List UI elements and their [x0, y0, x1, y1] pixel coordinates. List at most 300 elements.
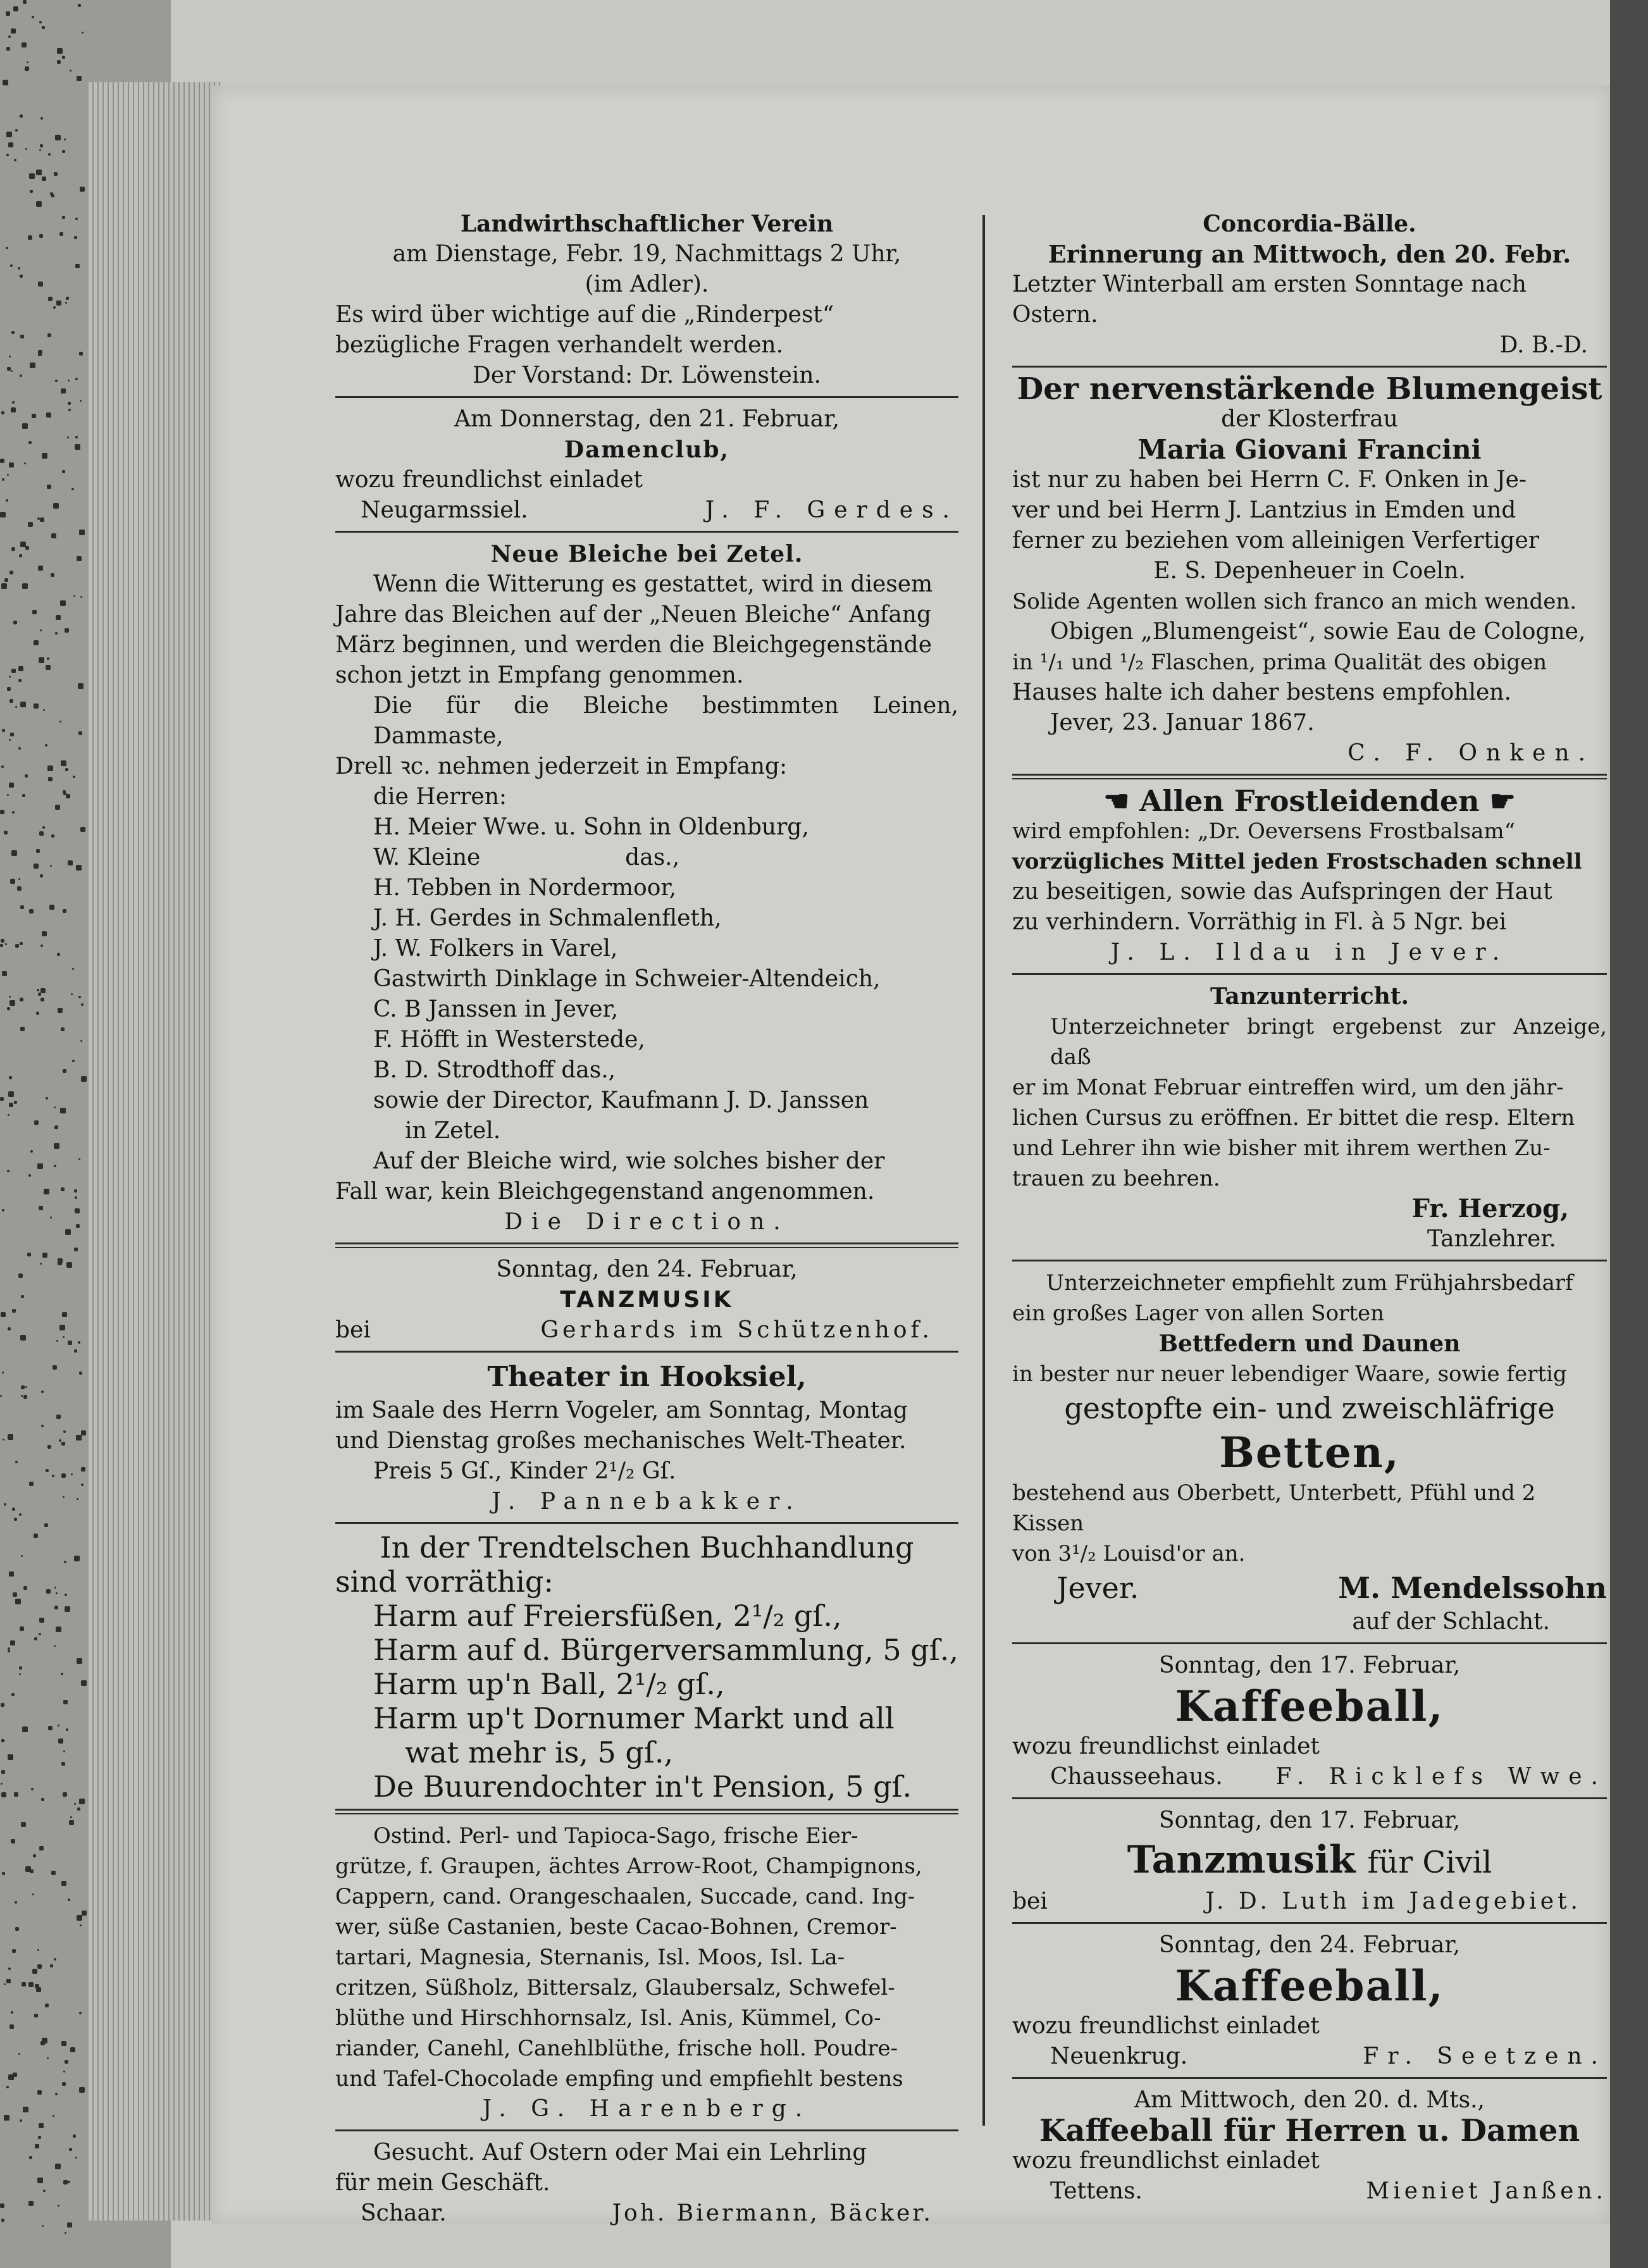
- text-line: Tanzlehrer.: [1427, 1226, 1556, 1252]
- left-column: [335, 209, 958, 2229]
- date-line: Am Mittwoch, den 20. d. Mts.,: [1134, 2087, 1485, 2113]
- speckle-dot: [24, 462, 26, 464]
- signature: J. Pannebakker.: [492, 1489, 802, 1515]
- speckle-dot: [9, 783, 14, 788]
- date-line: Sonntag, den 24. Februar,: [1158, 1932, 1461, 1958]
- speckle-dot: [46, 1469, 49, 1472]
- speckle-dot: [2, 1209, 4, 1211]
- speckle-dot: [52, 1475, 54, 1477]
- speckle-dot: [68, 1899, 70, 1901]
- speckle-dot: [20, 998, 23, 1001]
- speckle-dot: [28, 1982, 34, 1987]
- speckle-dot: [37, 1949, 39, 1951]
- speckle-dot: [2, 971, 7, 976]
- speckle-dot: [62, 470, 65, 473]
- speckle-dot: [20, 702, 26, 707]
- speckle-dot: [40, 874, 43, 877]
- speckle-dot: [70, 70, 71, 71]
- speckle-dot: [1, 1739, 4, 1742]
- ad-title: Kaffeeball für Herren u. Damen: [1039, 2113, 1580, 2148]
- speckle-dot: [63, 1792, 67, 1797]
- speckle-dot: [22, 423, 28, 429]
- speckle-dot: [8, 1967, 11, 1970]
- speckle-dot: [25, 66, 29, 71]
- speckle-dot: [62, 2082, 66, 2086]
- speckle-dot: [37, 2178, 43, 2183]
- speckle-dot: [78, 731, 82, 735]
- ad-title: Bettfedern und Daunen: [1158, 1330, 1461, 1357]
- ad-blumengeist: [1012, 371, 1607, 769]
- speckle-dot: [7, 687, 11, 691]
- text-line: riander, Canehl, Canehlblüthe, frische holl. Poudre-: [335, 2036, 898, 2061]
- place: Jever.: [1056, 1571, 1139, 1605]
- text-line: Ostind. Perl- und Tapioca-Sago, frische Eier-: [373, 1823, 858, 1849]
- speckle-dot: [9, 676, 11, 678]
- speckle-dot: [2, 1872, 5, 1875]
- list-item: J. H. Gerdes in Schmalenfleth,: [373, 905, 722, 931]
- speckle-dot: [58, 1008, 63, 1013]
- speckle-dot: [38, 2136, 41, 2139]
- speckle-dot: [37, 1163, 43, 1169]
- speckle-dot: [68, 402, 71, 405]
- ad-gesucht: [335, 2138, 958, 2229]
- speckle-dot: [39, 1846, 44, 1850]
- speckle-dot: [78, 683, 84, 689]
- right-column: [1012, 209, 1607, 2207]
- speckle-dot: [8, 1091, 14, 1097]
- speckle-dot: [50, 1217, 52, 1218]
- speckle-dot: [9, 996, 11, 998]
- speckle-dot: [14, 1101, 17, 1104]
- speckle-dot: [36, 170, 42, 175]
- speckle-dot: [29, 909, 34, 914]
- list-item: H. Tebben in Nordermoor,: [373, 875, 677, 901]
- speckle-dot: [55, 135, 61, 140]
- speckle-dot: [11, 1839, 15, 1844]
- speckle-dot: [44, 1523, 48, 1527]
- speckle-dot: [39, 234, 43, 238]
- text-line: für mein Geschäft.: [335, 2170, 550, 2196]
- speckle-dot: [72, 968, 74, 970]
- speckle-dot: [58, 1725, 59, 1726]
- speckle-dot: [39, 1633, 41, 1635]
- speckle-dot: [47, 1445, 51, 1449]
- speckle-dot: [1, 411, 4, 414]
- speckle-dot: [6, 2086, 9, 2088]
- speckle-dot: [81, 1484, 84, 1486]
- ad-subtitle: gestopfte ein- und zweischläfrige: [1064, 1391, 1555, 1425]
- speckle-dot: [65, 1229, 71, 1235]
- speckle-dot: [79, 2012, 82, 2014]
- ad-damenclub: [335, 404, 958, 526]
- speckle-dot: [40, 988, 46, 993]
- ad-kaffeeball-tettens: [1012, 2085, 1607, 2207]
- text-line: ein großes Lager von allen Sorten: [1012, 1301, 1384, 1326]
- speckle-dot: [63, 790, 66, 793]
- speckle-dot: [0, 1097, 4, 1101]
- speckle-dot: [25, 148, 27, 150]
- speckle-dot: [21, 1295, 24, 1298]
- speckle-dot: [4, 831, 8, 834]
- speckle-dot: [8, 1434, 13, 1440]
- place: Chausseehaus.: [1050, 1764, 1223, 1790]
- text-line: lichen Cursus zu eröffnen. Er bittet die resp. Eltern: [1012, 1105, 1575, 1131]
- text-line: und Lehrer ihn wie bisher mit ihrem werthen Zu-: [1012, 1136, 1551, 1161]
- text-line: auf der Schlacht.: [1352, 1609, 1550, 1635]
- speckle-dot: [25, 1386, 27, 1388]
- text-line: wozu freundlichst einladet: [1012, 2013, 1320, 2039]
- speckle-dot: [12, 1508, 15, 1511]
- text-line: grütze, f. Graupen, ächtes Arrow-Root, Champignons,: [335, 1854, 922, 1879]
- speckle-dot: [54, 1645, 56, 1647]
- speckle-dot: [60, 600, 66, 606]
- text-line: Fall war, kein Bleichgegenstand angenommen.: [335, 1179, 875, 1205]
- speckle-dot: [70, 2047, 75, 2052]
- text-line: Solide Agenten wollen sich franco an mich wenden.: [1012, 589, 1577, 614]
- signature: Fr. Herzog,: [1411, 1194, 1569, 1224]
- ad-title: Landwirthschaftlicher Verein: [460, 211, 834, 237]
- speckle-dot: [20, 542, 26, 547]
- speckle-dot: [77, 1807, 80, 1811]
- text: bei: [335, 1317, 371, 1343]
- speckle-dot: [82, 1911, 87, 1916]
- speckle-dot: [27, 61, 28, 63]
- list-item: B. D. Strodthoff das.,: [373, 1057, 616, 1083]
- speckle-dot: [19, 1673, 21, 1675]
- speckle-dot: [66, 1728, 68, 1731]
- speckle-dot: [20, 942, 23, 945]
- pointing-hand-icon: ☚: [1103, 784, 1140, 818]
- speckle-dot: [34, 864, 39, 869]
- speckle-dot: [63, 1751, 65, 1752]
- speckle-dot: [20, 115, 23, 118]
- signature: Die Direction.: [504, 1209, 790, 1235]
- speckle-dot: [28, 1174, 31, 1177]
- place: Neuenkrug.: [1050, 2043, 1188, 2069]
- speckle-dot: [41, 1391, 44, 1393]
- signature: D. B.-D.: [1499, 332, 1588, 358]
- speckle-dot: [39, 831, 44, 836]
- separator: [335, 2129, 958, 2131]
- speckle-dot: [0, 810, 4, 814]
- speckle-dot: [19, 1666, 22, 1670]
- speckle-dot: [49, 905, 54, 910]
- speckle-dot: [56, 301, 61, 306]
- speckle-dot: [61, 1473, 66, 1478]
- text-line: Drell ꝛc. nehmen jederzeit in Empfang:: [335, 753, 788, 779]
- speckle-dot: [61, 388, 66, 393]
- ad-title: Theater in Hooksiel,: [487, 1361, 807, 1393]
- speckle-dot: [74, 1248, 78, 1251]
- text-line: in bester nur neuer lebendiger Waare, sowie fertig: [1012, 1361, 1567, 1387]
- speckle-dot: [8, 1327, 11, 1330]
- ad-title: Kaffeeball,: [1175, 1961, 1444, 2011]
- speckle-dot: [56, 615, 61, 620]
- speckle-dot: [32, 16, 34, 18]
- speckle-dot: [42, 931, 47, 936]
- separator: [1012, 1797, 1607, 1799]
- speckle-dot: [30, 363, 35, 368]
- speckle-dot: [56, 1340, 58, 1342]
- speckle-dot: [40, 945, 43, 947]
- speckle-dot: [1, 1770, 5, 1774]
- speckle-dot: [47, 2057, 49, 2059]
- speckle-dot: [9, 571, 13, 574]
- speckle-dot: [69, 1820, 74, 1825]
- speckle-dot: [75, 218, 78, 220]
- speckle-dot: [62, 1312, 67, 1317]
- speckle-dot: [63, 909, 66, 913]
- speckle-dot: [20, 375, 22, 377]
- speckle-dot: [36, 1012, 39, 1015]
- ad-title: Tanzmusik: [1127, 1838, 1356, 1882]
- page-edges: [89, 82, 221, 2221]
- speckle-dot: [22, 583, 28, 589]
- speckle-dot: [9, 462, 14, 468]
- speckle-dot: [54, 1125, 58, 1129]
- signature: Mieniet Janßen.: [1366, 2178, 1607, 2204]
- speckle-dot: [34, 703, 39, 709]
- speckle-dot: [78, 1341, 80, 1344]
- speckle-dot: [8, 1650, 10, 1652]
- speckle-dot: [55, 805, 60, 810]
- speckle-dot: [6, 154, 9, 156]
- speckle-dot: [48, 777, 53, 781]
- speckle-dot: [79, 2087, 85, 2093]
- speckle-dot: [3, 80, 8, 85]
- speckle-dot: [75, 264, 80, 268]
- speckle-dot: [50, 1964, 53, 1967]
- speckle-dot: [70, 1816, 72, 1818]
- speckle-dot: [0, 1395, 2, 1397]
- speckle-dot: [0, 459, 4, 463]
- speckle-dot: [32, 610, 37, 614]
- speckle-dot: [29, 173, 35, 179]
- speckle-dot: [28, 2201, 34, 2206]
- speckle-dot: [42, 2038, 47, 2043]
- separator: [1012, 973, 1607, 975]
- signature-row: [1012, 2176, 1607, 2207]
- speckle-dot: [13, 1592, 17, 1597]
- speckle-dot: [8, 1754, 13, 1760]
- speckle-dot: [5, 943, 7, 945]
- speckle-dot: [68, 860, 73, 865]
- speckle-dot: [61, 1673, 63, 1675]
- ad-title: Kaffeeball,: [1175, 1682, 1444, 1731]
- speckle-dot: [21, 1395, 23, 1397]
- speckle-dot: [8, 1647, 10, 1650]
- speckle-dot: [20, 1627, 24, 1631]
- speckle-dot: [56, 1415, 61, 1419]
- speckle-dot: [6, 11, 10, 16]
- speckle-dot: [0, 944, 3, 947]
- speckle-dot: [63, 1700, 68, 1704]
- speckle-dot: [41, 1425, 44, 1427]
- speckle-dot: [8, 2074, 14, 2080]
- text-line: Obigen „Blumengeist“, sowie Eau de Cologne,: [1050, 619, 1586, 645]
- speckle-dot: [54, 1606, 58, 1609]
- speckle-dot: [68, 1341, 72, 1345]
- speckle-dot: [45, 2004, 49, 2007]
- text-line: ist nur zu haben bei Herrn C. F. Onken in Je-: [1012, 467, 1527, 493]
- text-line: critzen, Süßholz, Bittersalz, Glaubersalz, Schwefel-: [335, 1975, 895, 2000]
- list-item: Harm auf Freiersfüßen, 2¹/₂ gſ.,: [373, 1599, 842, 1633]
- speckle-dot: [58, 2205, 59, 2207]
- speckle-dot: [27, 1253, 31, 1256]
- speckle-dot: [74, 1349, 77, 1353]
- list-item: Gastwirth Dinklage in Schweier-Altendeich,: [373, 966, 881, 992]
- place: Tettens.: [1050, 2178, 1143, 2204]
- text-line: wozu freundlichst einladet: [1012, 2148, 1320, 2174]
- speckle-dot: [40, 998, 44, 1001]
- text-line: im Saale des Herrn Vogeler, am Sonntag, Montag: [335, 1397, 908, 1423]
- speckle-dot: [80, 400, 82, 402]
- speckle-dot: [82, 32, 84, 34]
- speckle-dot: [59, 721, 61, 722]
- speckle-dot: [75, 444, 80, 450]
- text-line: trauen zu beehren.: [1012, 1166, 1220, 1191]
- speckle-dot: [40, 144, 43, 147]
- speckle-dot: [11, 547, 15, 551]
- speckle-dot: [11, 407, 16, 412]
- speckle-dot: [71, 993, 73, 995]
- speckle-dot: [74, 1189, 77, 1193]
- speckle-dot: [10, 1640, 15, 1645]
- speckle-dot: [19, 1513, 22, 1516]
- speckle-dot: [75, 1208, 80, 1213]
- list-item: Harm up't Dornumer Markt und all: [373, 1701, 895, 1735]
- text-line: Unterzeichneter bringt ergebenst zur Anzeige, daß: [1050, 1014, 1607, 1070]
- speckle-dot: [35, 1984, 39, 1988]
- speckle-dot: [78, 996, 81, 998]
- separator: [1012, 1260, 1607, 1261]
- signature-row: [335, 495, 958, 526]
- speckle-dot: [54, 172, 58, 176]
- name: Maria Giovani Francini: [1137, 434, 1482, 465]
- ad-kaffeeball-neuenkrug: [1012, 1930, 1607, 2072]
- speckle-dot: [7, 474, 9, 476]
- signature: Fr. Seetzen.: [1363, 2043, 1607, 2069]
- speckle-dot: [77, 1498, 78, 1500]
- speckle-dot: [42, 177, 46, 181]
- signature: Joh. Biermann, Bäcker.: [612, 2200, 933, 2226]
- speckle-dot: [58, 1261, 62, 1265]
- speckle-dot: [65, 628, 69, 633]
- speckle-dot: [10, 264, 13, 267]
- speckle-dot: [61, 1442, 65, 1446]
- speckle-dot: [1, 1703, 4, 1707]
- speckle-dot: [34, 1637, 37, 1640]
- speckle-dot: [79, 1372, 82, 1375]
- separator: [335, 1522, 958, 1524]
- date-line: Sonntag, den 17. Februar,: [1158, 1652, 1461, 1678]
- speckle-dot: [65, 2232, 66, 2234]
- speckle-dot: [2, 729, 5, 732]
- speckle-dot: [18, 666, 23, 671]
- text-line: ferner zu beziehen vom alleinigen Verfertiger: [1012, 528, 1539, 554]
- speckle-dot: [80, 596, 82, 598]
- speckle-dot: [15, 129, 18, 132]
- speckle-dot: [38, 282, 43, 287]
- speckle-dot: [40, 629, 42, 631]
- text-line: in ¹/₁ und ¹/₂ Flaschen, prima Qualität des obigen: [1012, 650, 1547, 675]
- speckle-dot: [14, 159, 16, 161]
- list-item: in Zetel.: [405, 1118, 501, 1144]
- venue-row: [1012, 1887, 1607, 1917]
- speckle-dot: [4, 2115, 9, 2121]
- speckle-dot: [62, 150, 65, 153]
- speckle-dot: [17, 886, 22, 891]
- speckle-dot: [15, 1461, 18, 1463]
- signature-row: [1012, 2042, 1607, 2072]
- speckle-dot: [2, 478, 4, 481]
- speckle-dot: [39, 149, 41, 151]
- speckle-dot: [45, 744, 47, 747]
- ad-trendtelsche-buchhandlung: [335, 1530, 958, 1804]
- speckle-dot: [30, 1150, 33, 1153]
- speckle-dot: [73, 2135, 76, 2138]
- speckle-dot: [65, 1594, 67, 1596]
- speckle-dot: [61, 1881, 66, 1886]
- text-line: Preis 5 Gſ., Kinder 2¹/₂ Gſ.: [373, 1458, 676, 1484]
- speckle-dot: [32, 1893, 34, 1895]
- speckle-dot: [20, 1027, 25, 1031]
- column-rule: [982, 215, 985, 2126]
- speckle-dot: [35, 2144, 39, 2148]
- speckle-dot: [53, 306, 56, 309]
- text-line: Ostern.: [1012, 302, 1098, 328]
- speckle-dot: [13, 621, 17, 624]
- text-line: ver und bei Herrn J. Lantzius in Emden und: [1012, 497, 1516, 523]
- speckle-dot: [10, 879, 15, 884]
- speckle-dot: [8, 1114, 9, 1116]
- text-line: er im Monat Februar eintreffen wird, um den jähr-: [1012, 1075, 1564, 1100]
- ad-title-row: [1012, 786, 1607, 816]
- speckle-dot: [18, 878, 20, 880]
- speckle-dot: [51, 1871, 56, 1875]
- speckle-dot: [37, 517, 40, 520]
- speckle-dot: [73, 776, 75, 778]
- speckle-dot: [11, 331, 15, 334]
- speckle-dot: [36, 849, 40, 853]
- speckle-dot: [9, 1103, 13, 1107]
- speckle-dot: [9, 1076, 12, 1079]
- speckle-dot: [34, 2014, 38, 2017]
- text-line: Cappern, cand. Orangeschaalen, Succade, cand. Ing-: [335, 1884, 915, 1909]
- text-line: vorzügliches Mittel jeden Frostschaden schnell: [1012, 849, 1582, 874]
- speckle-dot: [1, 2219, 4, 2222]
- speckle-dot: [63, 1069, 66, 1073]
- list-item: Harm up'n Ball, 2¹/₂ gſ.,: [373, 1667, 725, 1701]
- speckle-dot: [47, 765, 53, 771]
- speckle-dot: [53, 1365, 57, 1370]
- pointing-hand-icon: ☛: [1479, 784, 1516, 818]
- ad-title: Tanzunterricht.: [1210, 983, 1409, 1010]
- speckle-dot: [22, 42, 27, 47]
- speckle-dot: [18, 747, 21, 750]
- speckle-dot: [38, 993, 41, 996]
- speckle-dot: [68, 409, 71, 411]
- speckle-dot: [66, 1262, 72, 1268]
- speckle-dot: [57, 953, 60, 956]
- speckle-dot: [47, 333, 51, 337]
- speckle-dot: [46, 1589, 51, 1594]
- speckle-dot: [20, 275, 23, 278]
- text-line: sind vorräthig:: [335, 1565, 554, 1599]
- speckle-dot: [40, 661, 42, 663]
- speckle-dot: [28, 235, 32, 240]
- speckle-dot: [44, 1189, 49, 1194]
